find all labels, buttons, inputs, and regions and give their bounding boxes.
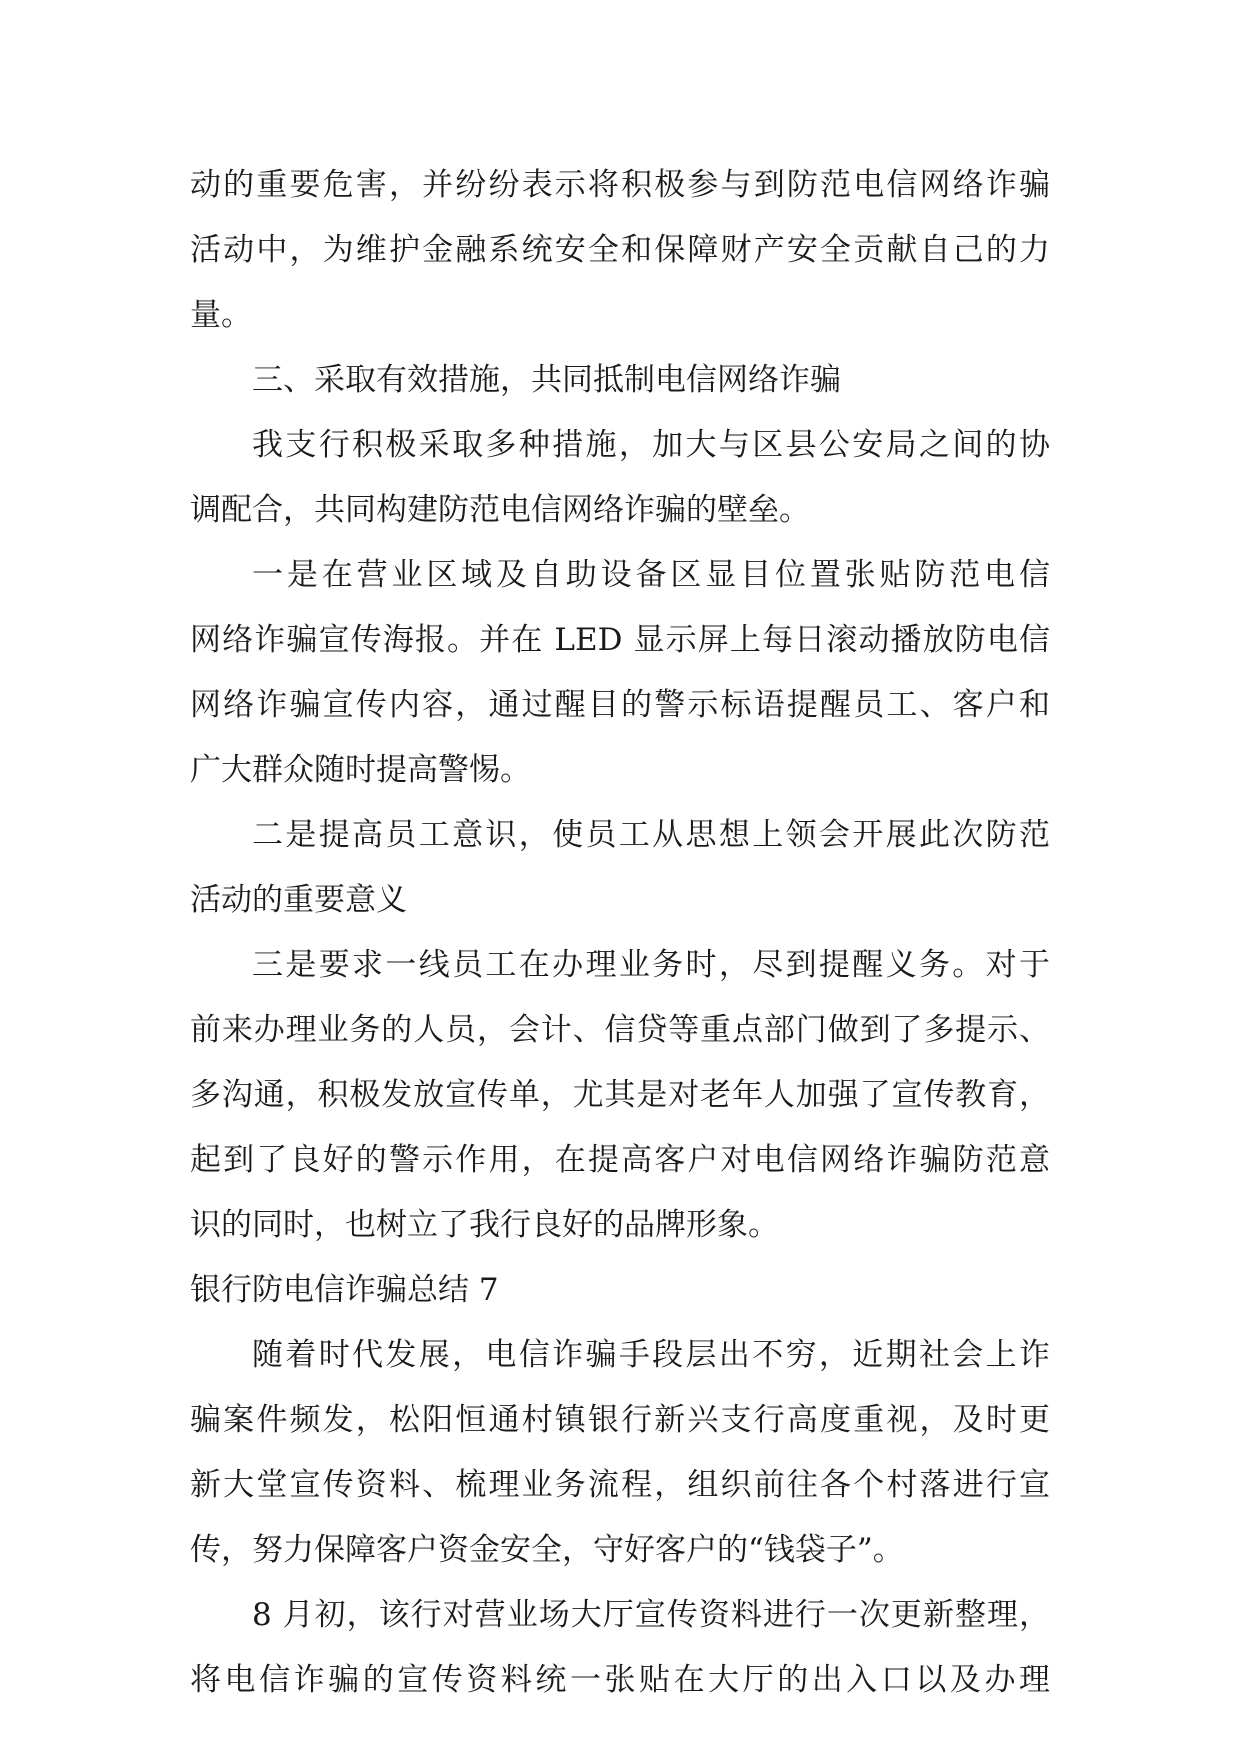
text-line: 二是提高员工意识，使员工从思想上领会开展此次防范 [252,817,1050,853]
text-line: 将电信诈骗的宣传资料统一张贴在大厅的出入口以及办理 [190,1662,1050,1698]
text-line: 网络诈骗宣传海报。并在 LED 显示屏上每日滚动播放防电信 [190,622,1050,658]
text-line: 前来办理业务的人员，会计、信贷等重点部门做到了多提示、 [190,1012,1050,1048]
text-line: 一是在营业区域及自助设备区显目位置张贴防范电信 [252,557,1050,593]
text-line: 三是要求一线员工在办理业务时，尽到提醒义务。对于 [252,947,1050,983]
text-line: 广大群众随时提高警惕。 [190,752,531,788]
text-line: 骗案件频发，松阳恒通村镇银行新兴支行高度重视，及时更 [190,1402,1050,1438]
text-line: 网络诈骗宣传内容，通过醒目的警示标语提醒员工、客户和 [190,687,1050,723]
text-line: 识的同时，也树立了我行良好的品牌形象。 [190,1207,779,1243]
text-line: 随着时代发展，电信诈骗手段层出不穷，近期社会上诈 [252,1337,1050,1373]
text-line: 活动中，为维护金融系统安全和保障财产安全贡献自己的力 [190,232,1050,268]
text-line: 起到了良好的警示作用，在提高客户对电信网络诈骗防范意 [190,1142,1050,1178]
text-line: 多沟通，积极发放宣传单，尤其是对老年人加强了宣传教育， [190,1077,1050,1113]
text-line: 8 月初，该行对营业场大厅宣传资料进行一次更新整理， [252,1597,1050,1633]
section-heading: 三、采取有效措施，共同抵制电信网络诈骗 [252,362,841,398]
section-title: 银行防电信诈骗总结 7 [190,1272,499,1308]
text-line: 传，努力保障客户资金安全，守好客户的“钱袋子”。 [190,1532,904,1568]
text-line: 调配合，共同构建防范电信网络诈骗的壁垒。 [190,492,810,528]
text-line: 新大堂宣传资料、梳理业务流程，组织前往各个村落进行宣 [190,1467,1050,1503]
text-line: 量。 [190,297,252,333]
text-line: 我支行积极采取多种措施，加大与区县公安局之间的协 [252,427,1050,463]
text-line: 动的重要危害，并纷纷表示将积极参与到防范电信网络诈骗 [190,167,1050,203]
text-line: 活动的重要意义 [190,882,407,918]
